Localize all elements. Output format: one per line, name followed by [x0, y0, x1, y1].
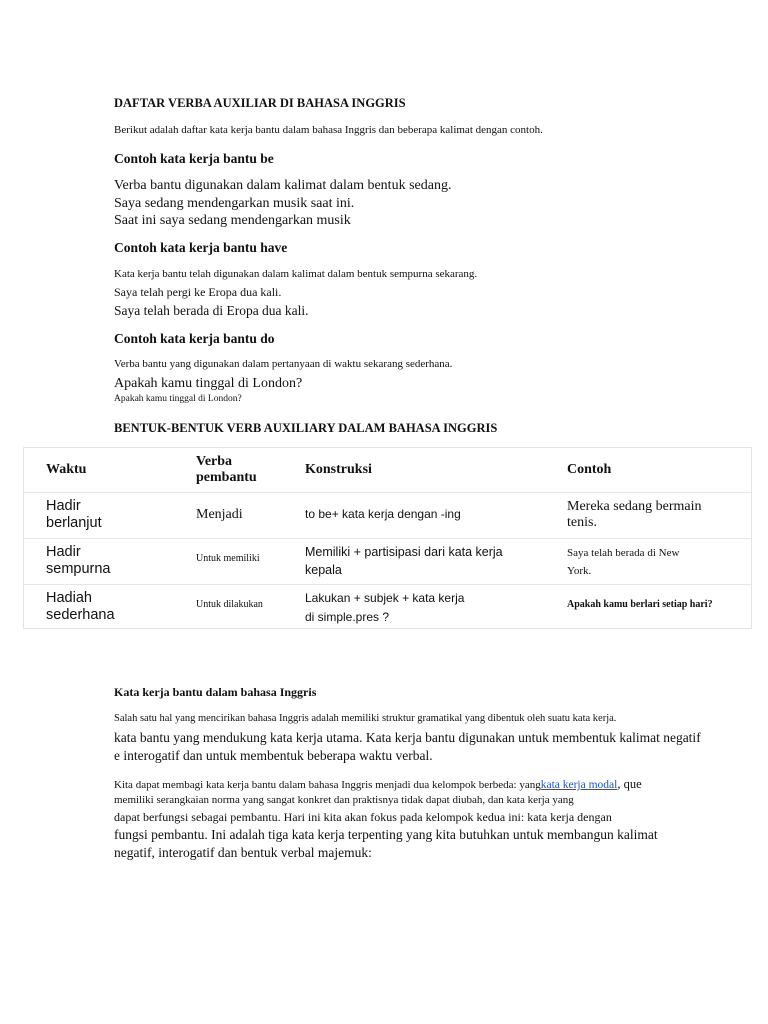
- row1-contoh: Mereka sedang bermain tenis.: [567, 499, 702, 530]
- row2-konstruksi: Memiliki + partisipasi dari kata kerja kepala: [305, 545, 503, 577]
- have-line-2: Saya telah pergi ke Eropa dua kali.: [114, 285, 282, 299]
- section2-p1-line1: Salah satu hal yang mencirikan bahasa Inggris adalah memiliki struktur gramatikal yang dibentuk oleh suatu kata kerja.: [114, 713, 617, 724]
- kata-kerja-modal-link[interactable]: kata kerja modal: [540, 779, 618, 791]
- section2-heading: Kata kerja bantu dalam bahasa Inggris: [114, 685, 317, 699]
- header-konstruksi: Konstruksi: [305, 462, 372, 477]
- table-row: [24, 584, 751, 630]
- row3-contoh: Apakah kamu berlari setiap hari?: [567, 599, 713, 610]
- section2-p2-line1-start: Kita dapat membagi kata kerja bantu dalam bahasa Inggris menjadi dua kelompok berbeda: yang: [114, 779, 541, 791]
- header-contoh: Contoh: [567, 462, 612, 477]
- row3-waktu: Hadiah sederhana: [46, 590, 115, 623]
- row2-verba: Untuk memiliki: [196, 553, 260, 564]
- section2-p2-line1-end: , que: [617, 777, 642, 791]
- section2-p2-line4: fungsi pembantu. Ini adalah tiga kata kerja terpenting yang kita butuhkan untuk membangun kalimat: [114, 827, 658, 842]
- do-line-3: Apakah kamu tinggal di London?: [114, 394, 242, 404]
- auxiliary-forms-table: [23, 447, 752, 629]
- header-verba: Verba pembantu: [196, 454, 257, 485]
- heading-do: Contoh kata kerja bantu do: [114, 331, 275, 346]
- be-line-2: Saya sedang mendengarkan musik saat ini.: [114, 196, 355, 211]
- be-line-3: Saat ini saya sedang mendengarkan musik: [114, 213, 351, 228]
- have-line-1: Kata kerja bantu telah digunakan dalam kalimat dalam bentuk sempurna sekarang.: [114, 268, 478, 280]
- section2-p2-line5: negatif, interogatif dan bentuk verbal majemuk:: [114, 845, 372, 860]
- row3-konstruksi: Lakukan + subjek + kata kerja di simple.pres ?: [305, 591, 465, 624]
- row1-konstruksi: to be+ kata kerja dengan -ing: [305, 507, 461, 521]
- section2-p1-line3: e interogatif dan untuk membentuk beberapa waktu verbal.: [114, 748, 433, 763]
- do-line-1: Verba bantu yang digunakan dalam pertanyaan di waktu sekarang sederhana.: [114, 358, 453, 370]
- section2-p2-line2: memiliki serangkaian norma yang sangat konkret dan praktisnya tidak dapat diubah, dan kata kerja yang: [114, 794, 574, 806]
- forms-title: BENTUK-BENTUK VERB AUXILIARY DALAM BAHASA INGGRIS: [114, 421, 498, 435]
- section2-p2-line3: dapat berfungsi sebagai pembantu. Hari ini kita akan fokus pada kelompok kedua ini: kata kerja dengan: [114, 810, 612, 824]
- page-title: DAFTAR VERBA AUXILIAR DI BAHASA INGGRIS: [114, 96, 406, 110]
- row1-waktu: Hadir berlanjut: [46, 498, 102, 531]
- intro-text: Berikut adalah daftar kata kerja bantu dalam bahasa Inggris dan beberapa kalimat dengan contoh.: [114, 124, 543, 136]
- heading-have: Contoh kata kerja bantu have: [114, 240, 288, 255]
- section2-p2-line1: [114, 777, 642, 792]
- row2-waktu: Hadir sempurna: [46, 544, 111, 577]
- table-row: [24, 492, 751, 539]
- header-waktu: Waktu: [46, 462, 87, 477]
- do-line-2: Apakah kamu tinggal di London?: [114, 376, 303, 391]
- row3-verba: Untuk dilakukan: [196, 599, 263, 610]
- heading-be: Contoh kata kerja bantu be: [114, 151, 274, 166]
- be-line-1: Verba bantu digunakan dalam kalimat dalam bentuk sedang.: [114, 178, 452, 193]
- table-header-row: [24, 448, 751, 492]
- have-line-3: Saya telah berada di Eropa dua kali.: [114, 303, 309, 318]
- section2-p1-line2: kata bantu yang mendukung kata kerja utama. Kata kerja bantu digunakan untuk membentuk kalimat negatif: [114, 730, 701, 745]
- row2-contoh: Saya telah berada di New York.: [567, 547, 680, 577]
- row1-verba: Menjadi: [196, 507, 243, 522]
- table-row: [24, 538, 751, 585]
